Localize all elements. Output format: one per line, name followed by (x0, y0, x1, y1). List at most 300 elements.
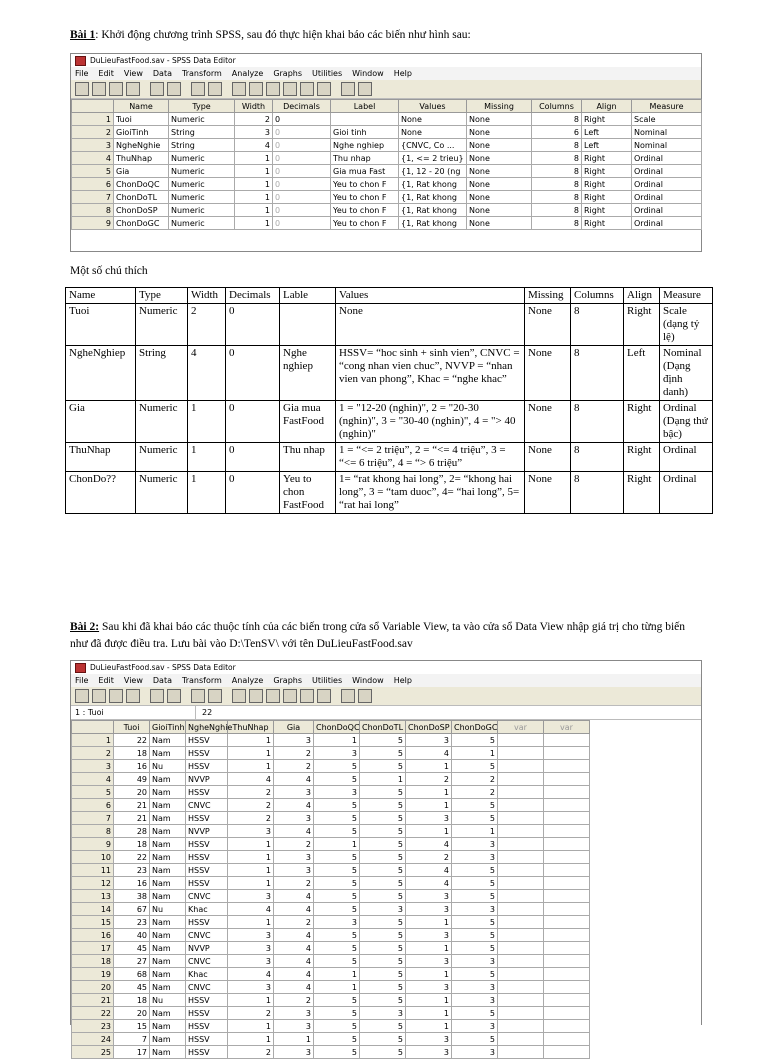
grid-cell[interactable]: 4 (274, 968, 314, 981)
menu-item-transform[interactable]: Transform (181, 676, 222, 685)
grid-cell[interactable]: 5 (360, 994, 406, 1007)
grid-cell[interactable]: 0 (273, 113, 331, 126)
column-header[interactable]: Align (582, 100, 632, 113)
grid-cell[interactable]: 22 (114, 851, 150, 864)
grid-cell[interactable]: {1, Rat khong (399, 217, 467, 230)
grid-cell[interactable] (544, 916, 590, 929)
grid-cell[interactable] (498, 773, 544, 786)
grid-cell[interactable]: 5 (314, 877, 360, 890)
grid-cell[interactable]: HSSV (186, 760, 228, 773)
redo-icon[interactable] (167, 82, 181, 96)
grid-cell[interactable]: 5 (360, 864, 406, 877)
menu-item-view[interactable]: View (123, 69, 143, 78)
grid-cell[interactable]: 5 (360, 877, 406, 890)
grid-cell[interactable] (544, 734, 590, 747)
grid-cell[interactable]: HSSV (186, 877, 228, 890)
grid-cell[interactable]: 3 (274, 812, 314, 825)
grid-cell[interactable]: 4 (274, 773, 314, 786)
grid-cell[interactable] (544, 877, 590, 890)
grid-cell[interactable]: 3 (228, 955, 274, 968)
grid-cell[interactable]: Numeric (169, 217, 235, 230)
grid-cell[interactable]: 5 (452, 812, 498, 825)
goto-chart-icon[interactable] (191, 82, 205, 96)
grid-cell[interactable]: Nominal (632, 139, 702, 152)
column-header[interactable]: Measure (632, 100, 702, 113)
grid-cell[interactable]: 8 (532, 152, 582, 165)
save-icon[interactable] (92, 82, 106, 96)
grid-cell[interactable]: 5 (452, 1007, 498, 1020)
grid-cell[interactable]: Nam (150, 747, 186, 760)
grid-cell[interactable] (498, 838, 544, 851)
grid-cell[interactable]: 1 (228, 760, 274, 773)
weight-cases-icon[interactable] (300, 82, 314, 96)
grid-cell[interactable]: ChonDoSP (114, 204, 169, 217)
grid-cell[interactable]: Scale (632, 113, 702, 126)
grid-cell[interactable]: {CNVC, Co ... (399, 139, 467, 152)
grid-cell[interactable]: 6 (532, 126, 582, 139)
grid-cell[interactable]: Nu (150, 994, 186, 1007)
column-header[interactable] (72, 100, 114, 113)
grid-cell[interactable]: 2 (406, 773, 452, 786)
grid-cell[interactable]: 1 (314, 968, 360, 981)
grid-cell[interactable]: 0 (273, 152, 331, 165)
menu-item-data[interactable]: Data (152, 676, 172, 685)
grid-cell[interactable]: HSSV (186, 994, 228, 1007)
grid-cell[interactable]: 2 (274, 747, 314, 760)
grid-cell[interactable]: None (467, 152, 532, 165)
grid-cell[interactable]: Nam (150, 786, 186, 799)
grid-cell[interactable]: 0 (273, 204, 331, 217)
grid-cell[interactable]: 3 (406, 929, 452, 942)
print-icon[interactable] (109, 82, 123, 96)
grid-cell[interactable]: CNVC (186, 955, 228, 968)
grid-cell[interactable]: 5 (452, 890, 498, 903)
column-header[interactable]: NgheNghie (186, 721, 228, 734)
grid-cell[interactable]: 5 (360, 968, 406, 981)
menu-item-file[interactable]: File (75, 69, 89, 78)
grid-cell[interactable]: None (399, 126, 467, 139)
column-header[interactable]: Width (235, 100, 273, 113)
grid-cell[interactable]: 3 (314, 916, 360, 929)
goto-case-icon[interactable] (208, 689, 222, 703)
grid-cell[interactable]: 1 (228, 864, 274, 877)
grid-cell[interactable]: Numeric (169, 191, 235, 204)
grid-cell[interactable]: 5 (314, 929, 360, 942)
menu-item-window[interactable]: Window (352, 69, 384, 78)
grid-cell[interactable]: 3 (314, 747, 360, 760)
grid-cell[interactable]: ChonDoTL (114, 191, 169, 204)
grid-cell[interactable]: Yeu to chon F (331, 178, 399, 191)
grid-cell[interactable]: 3 (228, 890, 274, 903)
grid-cell[interactable]: 1 (406, 916, 452, 929)
grid-cell[interactable]: 21 (114, 799, 150, 812)
grid-cell[interactable]: Yeu to chon F (331, 217, 399, 230)
grid-cell[interactable]: 3 (452, 903, 498, 916)
grid-cell[interactable]: 5 (452, 916, 498, 929)
grid-cell[interactable]: Ordinal (632, 178, 702, 191)
grid-cell[interactable]: 1 (235, 178, 273, 191)
grid-cell[interactable]: 8 (532, 191, 582, 204)
column-header[interactable]: Gia (274, 721, 314, 734)
grid-cell[interactable] (498, 799, 544, 812)
grid-cell[interactable]: 20 (114, 786, 150, 799)
grid-cell[interactable] (498, 890, 544, 903)
grid-cell[interactable]: HSSV (186, 916, 228, 929)
grid-cell[interactable]: Nam (150, 838, 186, 851)
grid-cell[interactable]: 1 (228, 838, 274, 851)
grid-cell[interactable]: Right (582, 113, 632, 126)
grid-cell[interactable] (544, 747, 590, 760)
grid-cell[interactable]: 4 (406, 864, 452, 877)
grid-cell[interactable]: 5 (360, 942, 406, 955)
grid-cell[interactable]: Nam (150, 1046, 186, 1059)
grid-cell[interactable]: 5 (314, 760, 360, 773)
grid-cell[interactable]: NVVP (186, 942, 228, 955)
grid-cell[interactable]: None (399, 113, 467, 126)
grid-cell[interactable]: Right (582, 191, 632, 204)
grid-cell[interactable] (544, 851, 590, 864)
grid-cell[interactable]: 5 (314, 890, 360, 903)
grid-cell[interactable]: Yeu to chon F (331, 191, 399, 204)
grid-cell[interactable]: Nominal (632, 126, 702, 139)
use-sets-icon[interactable] (358, 689, 372, 703)
grid-cell[interactable]: 2 (228, 812, 274, 825)
grid-cell[interactable]: Nam (150, 734, 186, 747)
grid-cell[interactable]: Nam (150, 981, 186, 994)
grid-cell[interactable]: 3 (406, 1046, 452, 1059)
grid-cell[interactable]: 0 (273, 191, 331, 204)
grid-cell[interactable]: 5 (314, 1046, 360, 1059)
grid-cell[interactable] (544, 1007, 590, 1020)
grid-cell[interactable] (544, 864, 590, 877)
grid-cell[interactable]: 5 (360, 916, 406, 929)
grid-cell[interactable]: 5 (452, 1033, 498, 1046)
grid-cell[interactable]: 2 (274, 838, 314, 851)
grid-cell[interactable]: None (467, 113, 532, 126)
grid-cell[interactable]: 8 (532, 165, 582, 178)
grid-cell[interactable]: 3 (274, 786, 314, 799)
grid-cell[interactable]: CNVC (186, 799, 228, 812)
value-labels-icon[interactable] (341, 689, 355, 703)
grid-cell[interactable]: 1 (228, 747, 274, 760)
grid-cell[interactable]: HSSV (186, 851, 228, 864)
grid-cell[interactable]: Nu (150, 903, 186, 916)
grid-cell[interactable]: Nam (150, 851, 186, 864)
grid-cell[interactable]: 5 (314, 851, 360, 864)
grid-cell[interactable] (544, 1020, 590, 1033)
grid-cell[interactable]: 3 (274, 1007, 314, 1020)
grid-cell[interactable]: CNVC (186, 981, 228, 994)
grid-cell[interactable]: HSSV (186, 1007, 228, 1020)
grid-cell[interactable] (498, 903, 544, 916)
grid-cell[interactable]: 2 (452, 786, 498, 799)
grid-cell[interactable]: 4 (235, 139, 273, 152)
undo-icon[interactable] (150, 82, 164, 96)
grid-cell[interactable]: CNVC (186, 929, 228, 942)
grid-cell[interactable]: Nam (150, 773, 186, 786)
grid-cell[interactable]: 3 (452, 1046, 498, 1059)
grid-cell[interactable]: 27 (114, 955, 150, 968)
menu-item-view[interactable]: View (123, 676, 143, 685)
grid-cell[interactable]: 5 (360, 981, 406, 994)
grid-cell[interactable]: 17 (114, 1046, 150, 1059)
grid-cell[interactable]: 5 (360, 799, 406, 812)
dialog-recall-icon[interactable] (126, 82, 140, 96)
grid-cell[interactable]: 21 (114, 812, 150, 825)
grid-cell[interactable]: 4 (274, 825, 314, 838)
grid-cell[interactable]: 16 (114, 760, 150, 773)
grid-cell[interactable]: HSSV (186, 1046, 228, 1059)
grid-cell[interactable]: 1 (228, 916, 274, 929)
grid-cell[interactable] (544, 890, 590, 903)
grid-cell[interactable] (498, 955, 544, 968)
grid-cell[interactable]: 3 (452, 955, 498, 968)
menu-item-window[interactable]: Window (352, 676, 384, 685)
grid-cell[interactable]: HSSV (186, 1033, 228, 1046)
grid-cell[interactable]: 23 (114, 864, 150, 877)
grid-cell[interactable]: Nam (150, 955, 186, 968)
grid-cell[interactable]: 1 (406, 786, 452, 799)
grid-cell[interactable]: Gioi tinh (331, 126, 399, 139)
grid-cell[interactable]: Gia mua Fast (331, 165, 399, 178)
grid-cell[interactable]: 3 (274, 1020, 314, 1033)
save-icon[interactable] (92, 689, 106, 703)
grid-cell[interactable]: ChonDoGC (114, 217, 169, 230)
split-file-icon[interactable] (283, 689, 297, 703)
grid-cell[interactable]: 2 (274, 994, 314, 1007)
grid-cell[interactable]: 67 (114, 903, 150, 916)
grid-cell[interactable]: Numeric (169, 178, 235, 191)
grid-cell[interactable]: HSSV (186, 838, 228, 851)
grid-cell[interactable]: HSSV (186, 1020, 228, 1033)
grid-cell[interactable]: HSSV (186, 864, 228, 877)
grid-cell[interactable]: 5 (452, 877, 498, 890)
grid-cell[interactable]: 3 (406, 890, 452, 903)
column-header[interactable]: ChonDoTL (360, 721, 406, 734)
column-header[interactable]: Values (399, 100, 467, 113)
goto-case-icon[interactable] (208, 82, 222, 96)
grid-cell[interactable]: Nam (150, 890, 186, 903)
grid-cell[interactable]: 4 (406, 747, 452, 760)
grid-cell[interactable]: 3 (406, 955, 452, 968)
grid-cell[interactable] (498, 760, 544, 773)
grid-cell[interactable]: ChonDoQC (114, 178, 169, 191)
grid-cell[interactable]: 3 (274, 851, 314, 864)
redo-icon[interactable] (167, 689, 181, 703)
grid-cell[interactable]: 3 (228, 825, 274, 838)
grid-cell[interactable]: HSSV (186, 747, 228, 760)
grid-cell[interactable]: 2 (228, 786, 274, 799)
grid-cell[interactable]: Nam (150, 864, 186, 877)
grid-cell[interactable]: Nam (150, 877, 186, 890)
grid-cell[interactable]: 5 (360, 838, 406, 851)
grid-cell[interactable]: {1, Rat khong (399, 191, 467, 204)
grid-cell[interactable]: 5 (360, 760, 406, 773)
grid-cell[interactable]: 2 (228, 1046, 274, 1059)
grid-cell[interactable] (544, 929, 590, 942)
grid-cell[interactable]: 2 (274, 916, 314, 929)
grid-cell[interactable]: {1, 12 - 20 (ng (399, 165, 467, 178)
grid-cell[interactable]: None (467, 191, 532, 204)
grid-cell[interactable]: 18 (114, 838, 150, 851)
menu-item-utilities[interactable]: Utilities (312, 676, 343, 685)
column-header[interactable]: ChonDoQC (314, 721, 360, 734)
grid-cell[interactable]: 0 (273, 217, 331, 230)
grid-cell[interactable] (498, 942, 544, 955)
grid-cell[interactable]: 1 (228, 1033, 274, 1046)
grid-cell[interactable]: 1 (274, 1033, 314, 1046)
grid-cell[interactable]: 0 (273, 165, 331, 178)
grid-cell[interactable] (544, 903, 590, 916)
grid-cell[interactable]: 1 (235, 152, 273, 165)
grid-cell[interactable]: {1, <= 2 trieu} (399, 152, 467, 165)
grid-cell[interactable]: 5 (360, 1020, 406, 1033)
grid-cell[interactable]: 1 (406, 825, 452, 838)
grid-cell[interactable]: Right (582, 152, 632, 165)
grid-cell[interactable]: 3 (452, 838, 498, 851)
select-cases-icon[interactable] (317, 689, 331, 703)
grid-cell[interactable]: 1 (406, 1007, 452, 1020)
grid-cell[interactable]: 4 (228, 773, 274, 786)
grid-cell[interactable]: 5 (360, 747, 406, 760)
grid-cell[interactable]: Khac (186, 968, 228, 981)
grid-cell[interactable]: 28 (114, 825, 150, 838)
grid-cell[interactable]: 2 (274, 760, 314, 773)
grid-cell[interactable]: 5 (314, 812, 360, 825)
grid-cell[interactable]: Left (582, 126, 632, 139)
grid-cell[interactable] (544, 955, 590, 968)
grid-cell[interactable]: 5 (452, 864, 498, 877)
grid-cell[interactable] (544, 1033, 590, 1046)
menu-item-data[interactable]: Data (152, 69, 172, 78)
grid-cell[interactable] (498, 825, 544, 838)
grid-cell[interactable]: Nghe nghiep (331, 139, 399, 152)
grid-cell[interactable]: 4 (274, 890, 314, 903)
grid-cell[interactable]: String (169, 139, 235, 152)
grid-cell[interactable]: 1 (228, 1020, 274, 1033)
grid-cell[interactable]: 5 (314, 1020, 360, 1033)
grid-cell[interactable]: 5 (452, 968, 498, 981)
find-icon[interactable] (232, 689, 246, 703)
grid-cell[interactable]: 3 (406, 903, 452, 916)
grid-cell[interactable]: 2 (274, 877, 314, 890)
grid-cell[interactable]: 5 (452, 760, 498, 773)
grid-cell[interactable]: Nam (150, 968, 186, 981)
grid-cell[interactable]: Right (582, 178, 632, 191)
grid-cell[interactable]: 5 (360, 851, 406, 864)
grid-cell[interactable]: 1 (406, 760, 452, 773)
grid-cell[interactable]: Nu (150, 760, 186, 773)
grid-cell[interactable]: 1 (314, 981, 360, 994)
menu-item-help[interactable]: Help (393, 69, 412, 78)
grid-cell[interactable]: 4 (228, 903, 274, 916)
grid-cell[interactable]: 0 (273, 126, 331, 139)
grid-cell[interactable]: NVVP (186, 773, 228, 786)
grid-cell[interactable] (498, 1020, 544, 1033)
grid-cell[interactable]: Nam (150, 1020, 186, 1033)
grid-cell[interactable]: 2 (228, 799, 274, 812)
grid-cell[interactable]: 3 (274, 1046, 314, 1059)
grid-cell[interactable]: 5 (360, 890, 406, 903)
grid-cell[interactable]: {1, Rat khong (399, 204, 467, 217)
column-header[interactable]: ChonDoGC (452, 721, 498, 734)
grid-cell[interactable] (498, 929, 544, 942)
grid-cell[interactable]: 5 (360, 955, 406, 968)
menu-item-edit[interactable]: Edit (98, 676, 114, 685)
grid-cell[interactable]: HSSV (186, 734, 228, 747)
find-icon[interactable] (232, 82, 246, 96)
grid-cell[interactable]: 5 (314, 903, 360, 916)
grid-cell[interactable]: 5 (314, 799, 360, 812)
grid-cell[interactable]: None (467, 178, 532, 191)
grid-cell[interactable] (498, 864, 544, 877)
column-header[interactable]: var (544, 721, 590, 734)
column-header[interactable]: GioiTinh (150, 721, 186, 734)
menu-item-utilities[interactable]: Utilities (312, 69, 343, 78)
grid-cell[interactable]: Nam (150, 812, 186, 825)
grid-cell[interactable]: 23 (114, 916, 150, 929)
grid-cell[interactable]: None (467, 217, 532, 230)
value-labels-icon[interactable] (341, 82, 355, 96)
grid-cell[interactable]: 5 (360, 929, 406, 942)
grid-cell[interactable]: 5 (314, 942, 360, 955)
grid-cell[interactable]: 20 (114, 1007, 150, 1020)
grid-cell[interactable]: 68 (114, 968, 150, 981)
grid-cell[interactable]: 1 (406, 799, 452, 812)
grid-cell[interactable]: 8 (532, 139, 582, 152)
grid-cell[interactable] (498, 747, 544, 760)
grid-cell[interactable]: 5 (314, 864, 360, 877)
undo-icon[interactable] (150, 689, 164, 703)
column-header[interactable]: Decimals (273, 100, 331, 113)
grid-cell[interactable]: 2 (235, 113, 273, 126)
grid-cell[interactable] (498, 786, 544, 799)
grid-cell[interactable]: 5 (360, 1046, 406, 1059)
menu-item-edit[interactable]: Edit (98, 69, 114, 78)
grid-cell[interactable]: 18 (114, 747, 150, 760)
grid-cell[interactable]: 5 (360, 1033, 406, 1046)
column-header[interactable]: ThuNhap (228, 721, 274, 734)
grid-cell[interactable]: 5 (360, 825, 406, 838)
menu-item-transform[interactable]: Transform (181, 69, 222, 78)
grid-cell[interactable] (498, 877, 544, 890)
grid-cell[interactable]: 3 (406, 981, 452, 994)
cell-value-input[interactable]: 22 (202, 708, 213, 717)
menu-item-analyze[interactable]: Analyze (231, 69, 264, 78)
grid-cell[interactable]: 4 (274, 942, 314, 955)
grid-cell[interactable] (498, 812, 544, 825)
grid-cell[interactable]: Nam (150, 916, 186, 929)
grid-cell[interactable]: 3 (360, 1007, 406, 1020)
grid-cell[interactable]: None (467, 139, 532, 152)
grid-cell[interactable]: 5 (314, 955, 360, 968)
grid-cell[interactable]: 4 (274, 929, 314, 942)
grid-cell[interactable]: Left (582, 139, 632, 152)
grid-cell[interactable]: 3 (406, 1033, 452, 1046)
grid-cell[interactable]: ThuNhap (114, 152, 169, 165)
insert-variable-icon[interactable] (266, 82, 280, 96)
grid-cell[interactable]: 1 (228, 994, 274, 1007)
grid-cell[interactable]: Numeric (169, 204, 235, 217)
print-icon[interactable] (109, 689, 123, 703)
grid-cell[interactable]: Numeric (169, 113, 235, 126)
open-icon[interactable] (75, 82, 89, 96)
grid-cell[interactable]: 4 (406, 877, 452, 890)
grid-cell[interactable] (498, 1007, 544, 1020)
grid-cell[interactable]: 1 (228, 734, 274, 747)
grid-cell[interactable]: 1 (235, 204, 273, 217)
grid-cell[interactable]: Nam (150, 929, 186, 942)
